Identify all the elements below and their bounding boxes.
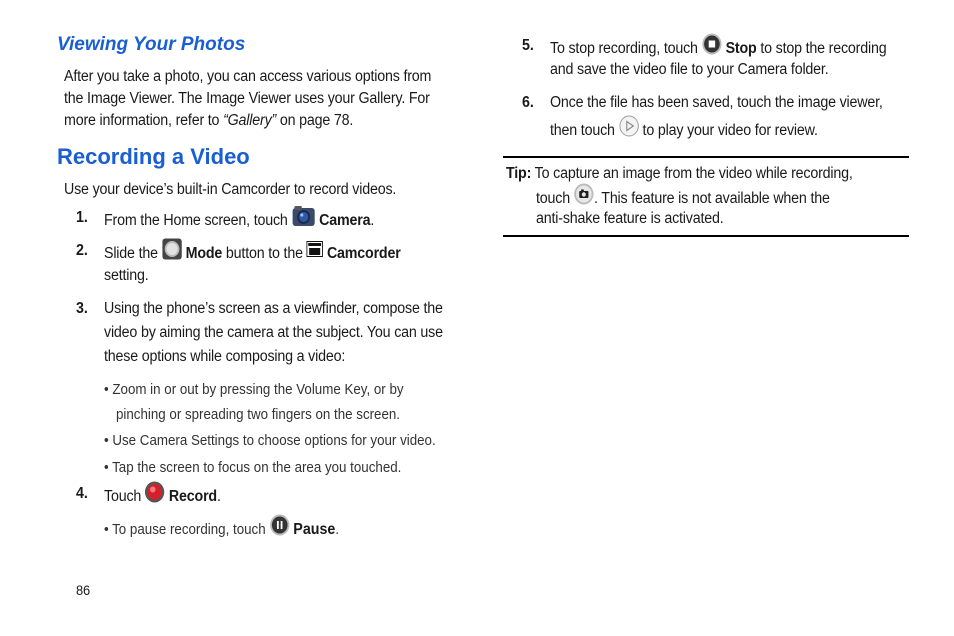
bullet-settings: • Use Camera Settings to choose options for your video. bbox=[104, 433, 436, 449]
step-6-pre: then touch bbox=[550, 122, 619, 140]
step-5-pre: To stop recording, touch bbox=[550, 40, 702, 58]
step-4-pre: Touch bbox=[104, 488, 145, 506]
step-1-pre: From the Home screen, touch bbox=[104, 212, 292, 230]
mode-slider-icon[interactable] bbox=[162, 238, 182, 268]
bullet-focus: • Tap the screen to focus on the area you touched. bbox=[104, 460, 402, 476]
viewing-ref-text: more information, refer to bbox=[64, 112, 224, 129]
tip-label: Tip: bbox=[506, 165, 532, 182]
bullet-pause bbox=[104, 515, 339, 545]
step-2-camcorder: Camcorder bbox=[326, 245, 401, 263]
play-icon[interactable] bbox=[619, 115, 639, 145]
step-1-number: 1. bbox=[76, 209, 88, 226]
step-6-post: to play your video for review. bbox=[642, 122, 818, 140]
gallery-reference-link[interactable]: “Gallery” bbox=[223, 112, 277, 129]
step-3-line-1: Using the phone’s screen as a viewfinder, compose the bbox=[104, 300, 443, 317]
tip-line-1-text: To capture an image from the video while recording, bbox=[531, 165, 853, 182]
tip-top-rule bbox=[503, 156, 909, 158]
bullet-zoom-cont: pinching or spreading two fingers on the screen. bbox=[116, 407, 401, 423]
step-2-number: 2. bbox=[76, 242, 88, 259]
step-2-mid: button to the bbox=[222, 245, 307, 263]
step-5-post: to stop the recording bbox=[756, 40, 887, 58]
step-2-line-2: setting. bbox=[104, 267, 149, 284]
step-5-line-2: and save the video file to your Camera folder. bbox=[550, 61, 829, 78]
camcorder-icon bbox=[307, 241, 324, 265]
tip-line-1 bbox=[506, 162, 853, 186]
bullet-zoom: • Zoom in or out by pressing the Volume Key, or by bbox=[104, 382, 404, 398]
viewing-photos-line-1: After you take a photo, you can access various options from bbox=[64, 68, 432, 85]
step-6-line-1: Once the file has been saved, touch the image viewer, bbox=[550, 94, 883, 111]
step-6-line-2 bbox=[550, 116, 818, 146]
step-4-post: . bbox=[216, 488, 221, 506]
page-number: 86 bbox=[76, 582, 90, 598]
step-3-line-3: these options while composing a video: bbox=[104, 348, 346, 365]
viewing-photos-line-3 bbox=[64, 109, 353, 133]
viewing-photos-heading: Viewing Your Photos bbox=[57, 34, 246, 55]
viewing-photos-line-2: the Image Viewer. The Image Viewer uses your Gallery. For bbox=[64, 90, 430, 107]
step-2-mode: Mode bbox=[185, 245, 223, 263]
step-5-number: 5. bbox=[522, 37, 534, 54]
step-4-bold: Record bbox=[168, 488, 217, 506]
viewing-ref-page: on page 78. bbox=[276, 112, 354, 129]
pause-pre: • To pause recording, touch bbox=[104, 521, 270, 538]
step-4-number: 4. bbox=[76, 485, 88, 502]
step-4-text bbox=[104, 482, 221, 512]
step-1-post: . bbox=[370, 212, 375, 230]
step-6-number: 6. bbox=[522, 94, 534, 111]
tip-post: . This feature is not available when the bbox=[593, 190, 830, 208]
step-3-line-2: video by aiming the camera at the subject. You can use bbox=[104, 324, 443, 341]
tip-line-3: anti-shake feature is activated. bbox=[536, 210, 724, 227]
pause-bold: Pause bbox=[293, 520, 336, 538]
tip-pre: touch bbox=[536, 190, 574, 208]
pause-post: . bbox=[335, 521, 340, 538]
pause-icon[interactable] bbox=[269, 514, 289, 544]
recording-intro: Use your device’s built-in Camcorder to record videos. bbox=[64, 181, 397, 198]
step-2-pre: Slide the bbox=[104, 245, 162, 263]
recording-video-heading: Recording a Video bbox=[57, 144, 250, 169]
tip-bottom-rule bbox=[503, 235, 909, 237]
camera-app-icon[interactable] bbox=[291, 205, 315, 235]
step-1-bold: Camera bbox=[319, 212, 371, 230]
record-icon[interactable] bbox=[145, 481, 165, 511]
step-3-number: 3. bbox=[76, 300, 88, 317]
step-5-bold: Stop bbox=[725, 40, 757, 58]
step-1-text bbox=[104, 206, 374, 236]
